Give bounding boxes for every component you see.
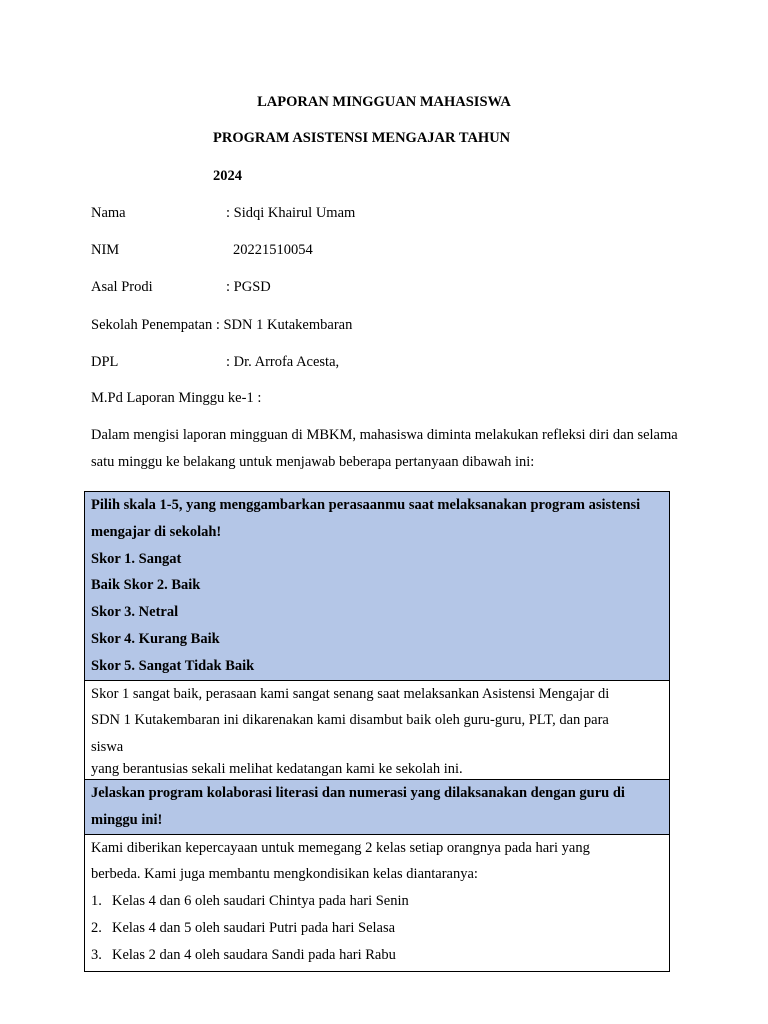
score-4-line: Skor 4. Kurang Baik bbox=[91, 630, 220, 647]
prodi-label: Asal Prodi bbox=[91, 279, 153, 295]
prodi-value: : PGSD bbox=[226, 279, 271, 295]
list-number: 2. bbox=[91, 919, 102, 936]
mpd-week-line: M.Pd Laporan Minggu ke-1 : bbox=[91, 390, 262, 406]
nim-label: NIM bbox=[91, 242, 120, 258]
nama-value: : Sidqi Khairul Umam bbox=[226, 205, 356, 221]
answer-1-line: Skor 1 sangat baik, perasaan kami sangat senang saat melaksankan Asistensi Mengajar di bbox=[91, 685, 610, 702]
list-number: 1. bbox=[91, 893, 102, 910]
question-2-line: Jelaskan program kolaborasi literasi dan numerasi yang dilaksanakan dengan guru di bbox=[91, 784, 625, 801]
answer-1-cell bbox=[85, 680, 669, 779]
report-year: 2024 bbox=[213, 168, 242, 184]
list-text: Kelas 4 dan 6 oleh saudari Chintya pada hari Senin bbox=[112, 893, 409, 910]
dpl-label: DPL bbox=[91, 354, 119, 370]
list-item bbox=[91, 915, 663, 942]
report-title: LAPORAN MINGGUAN MAHASISWA bbox=[257, 94, 511, 110]
class-list bbox=[91, 888, 663, 968]
question-2-cell bbox=[85, 779, 669, 834]
list-item bbox=[91, 888, 663, 915]
sekolah-penempatan: Sekolah Penempatan : SDN 1 Kutakembaran bbox=[91, 317, 353, 333]
answer-1-line: SDN 1 Kutakembaran ini dikarenakan kami disambut baik oleh guru-guru, PLT, dan para bbox=[91, 712, 609, 729]
question-1-line: mengajar di sekolah! bbox=[91, 523, 222, 540]
question-2-line: minggu ini! bbox=[91, 811, 163, 828]
intro-paragraph: Dalam mengisi laporan mingguan di MBKM, mahasiswa diminta melakukan refleksi diri dan selama satu minggu ke belakang untuk menjawab beberapa pertanyaan dibawah ini: bbox=[91, 427, 678, 470]
score-2-line: Baik Skor 2. Baik bbox=[91, 577, 201, 594]
answer-2-cell bbox=[85, 834, 669, 971]
list-text: Kelas 4 dan 5 oleh saudari Putri pada hari Selasa bbox=[112, 919, 396, 936]
score-5-line: Skor 5. Sangat Tidak Baik bbox=[91, 657, 255, 674]
answer-2-line: berbeda. Kami juga membantu mengkondisikan kelas diantaranya: bbox=[91, 866, 478, 883]
dpl-value: : Dr. Arrofa Acesta, bbox=[226, 354, 340, 370]
list-item bbox=[91, 942, 663, 969]
report-subtitle: PROGRAM ASISTENSI MENGAJAR TAHUN bbox=[213, 130, 511, 146]
score-3-line: Skor 3. Netral bbox=[91, 604, 179, 621]
answer-1-line: siswa bbox=[91, 739, 124, 756]
answer-1-line: yang berantusias sekali melihat kedatangan kami ke sekolah ini. bbox=[91, 760, 463, 777]
question-1-cell bbox=[85, 492, 669, 680]
answer-2-line: Kami diberikan kepercayaan untuk memegang 2 kelas setiap orangnya pada hari yang bbox=[91, 839, 590, 856]
nim-value: 20221510054 bbox=[233, 242, 313, 258]
reflection-table bbox=[84, 491, 670, 972]
nama-label: Nama bbox=[91, 205, 126, 221]
list-text: Kelas 2 dan 4 oleh saudara Sandi pada hari Rabu bbox=[112, 946, 396, 963]
question-1-line: Pilih skala 1-5, yang menggambarkan perasaanmu saat melaksanakan program asistensi bbox=[91, 497, 641, 513]
list-number: 3. bbox=[91, 946, 102, 963]
score-1-line: Skor 1. Sangat bbox=[91, 550, 182, 567]
